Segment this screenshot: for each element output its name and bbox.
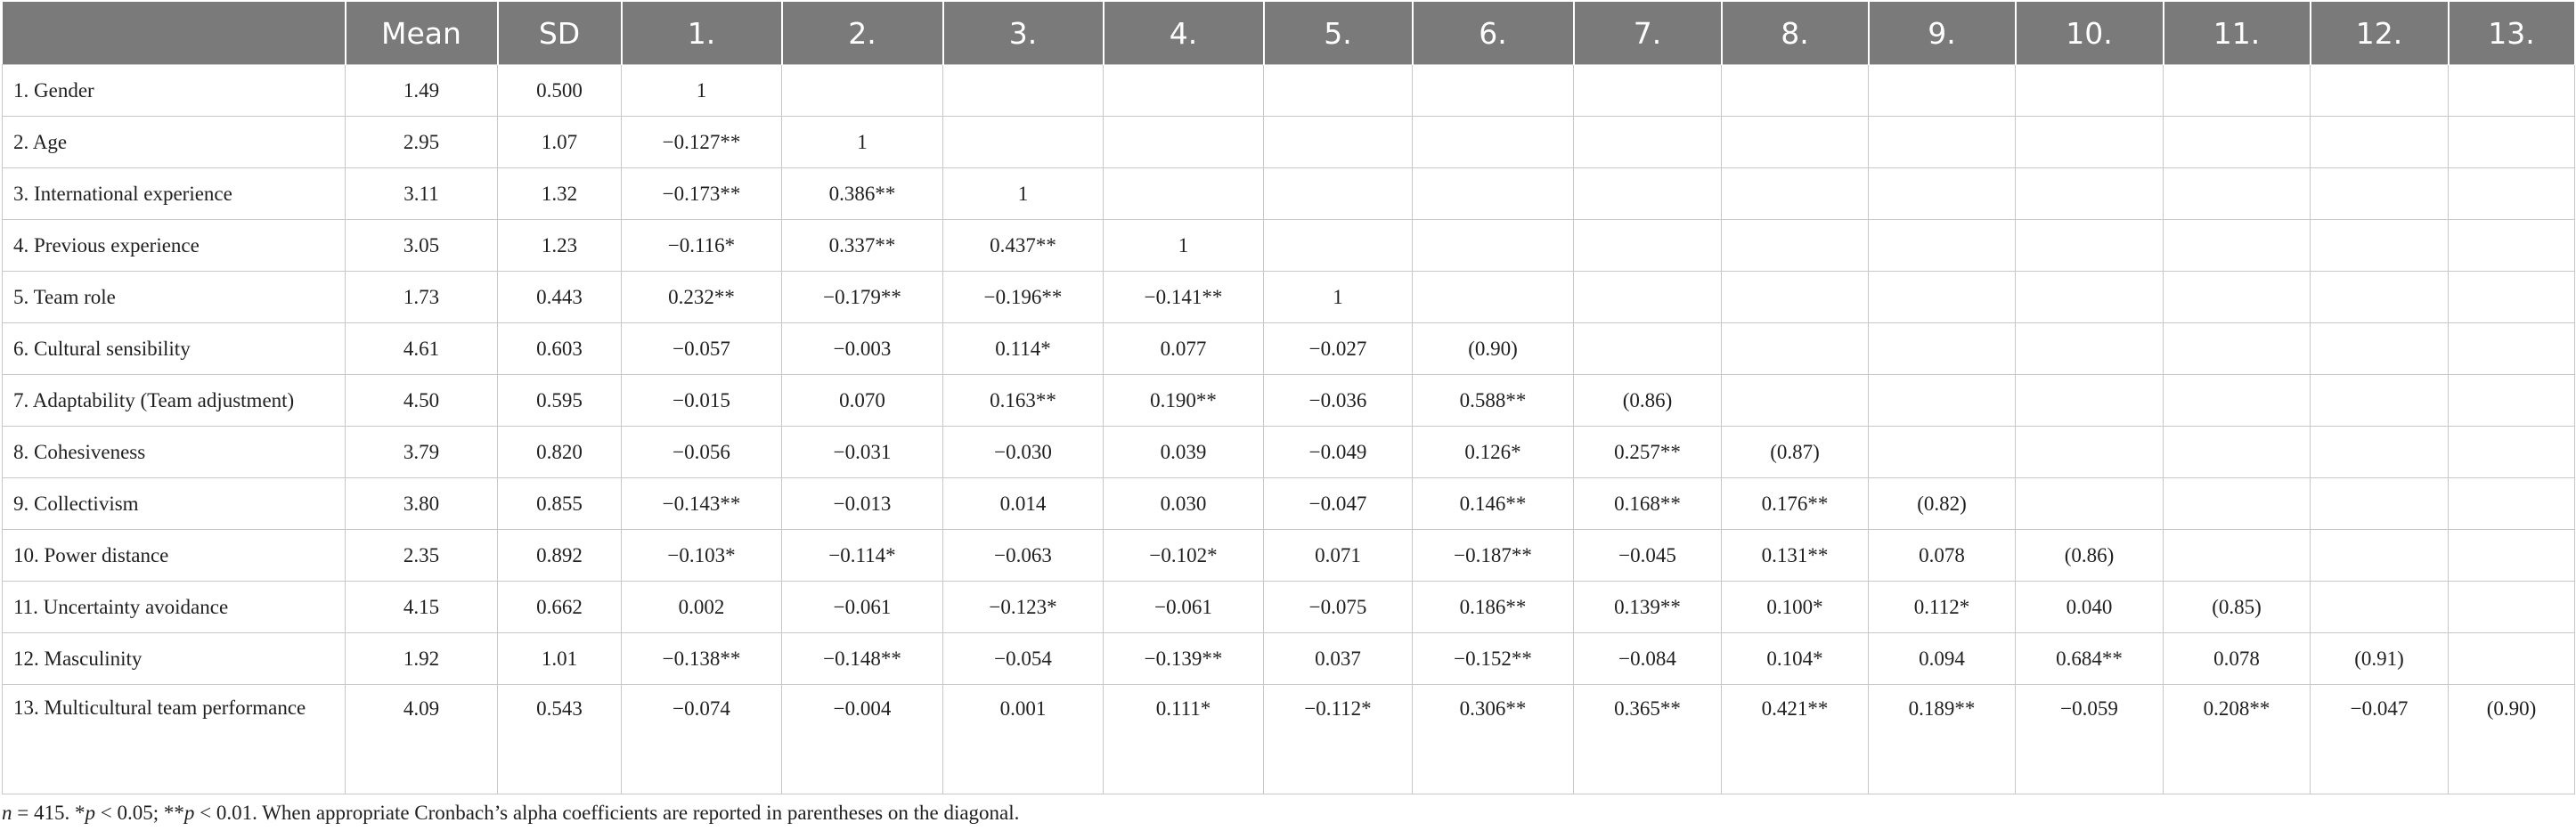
table-cell: 0.114* <box>943 323 1104 375</box>
table-cell <box>2449 633 2575 685</box>
table-cell: (0.86) <box>1574 375 1722 427</box>
table-cell <box>1722 65 1869 117</box>
table-cell: 0.039 <box>1104 427 1264 478</box>
table-row <box>3 375 2575 427</box>
table-cell <box>2311 117 2449 168</box>
table-cell: 1 <box>622 65 782 117</box>
table-cell <box>2016 427 2164 478</box>
table-cell: 2.35 <box>346 530 498 582</box>
table-cell <box>2311 272 2449 323</box>
table-cell <box>1869 65 2016 117</box>
table-cell: 0.111* <box>1104 685 1264 794</box>
table-cell: 0.588** <box>1413 375 1574 427</box>
table-cell <box>2449 168 2575 220</box>
table-cell: 3.11 <box>346 168 498 220</box>
table-cell: 1.49 <box>346 65 498 117</box>
table-cell <box>2016 478 2164 530</box>
table-cell <box>2164 272 2311 323</box>
table-cell <box>2449 530 2575 582</box>
table-cell: 0.070 <box>782 375 943 427</box>
table-cell <box>1574 323 1722 375</box>
table-row <box>3 272 2575 323</box>
table-cell <box>1722 220 1869 272</box>
table-cell <box>943 65 1104 117</box>
table-cell <box>1574 65 1722 117</box>
column-header: 10. <box>2016 2 2164 65</box>
table-cell: 0.500 <box>498 65 622 117</box>
table-cell: 0.030 <box>1104 478 1264 530</box>
table-cell: −0.127** <box>622 117 782 168</box>
row-label: 3. International experience <box>3 168 346 220</box>
table-cell: 0.168** <box>1574 478 1722 530</box>
table-cell: −0.138** <box>622 633 782 685</box>
row-label: 7. Adaptability (Team adjustment) <box>3 375 346 427</box>
table-cell: −0.075 <box>1264 582 1413 633</box>
table-cell <box>2164 375 2311 427</box>
row-label: 9. Collectivism <box>3 478 346 530</box>
table-cell: 0.126* <box>1413 427 1574 478</box>
table-cell <box>1413 168 1574 220</box>
table-cell <box>2311 375 2449 427</box>
table-cell <box>1869 375 2016 427</box>
column-header: 5. <box>1264 2 1413 65</box>
column-header: SD <box>498 2 622 65</box>
table-cell <box>2449 478 2575 530</box>
table-cell: −0.112* <box>1264 685 1413 794</box>
table-cell: −0.054 <box>943 633 1104 685</box>
row-label: 4. Previous experience <box>3 220 346 272</box>
table-cell: −0.102* <box>1104 530 1264 582</box>
table-row <box>3 530 2575 582</box>
table-cell: 0.437** <box>943 220 1104 272</box>
table-cell: −0.004 <box>782 685 943 794</box>
table-cell: −0.196** <box>943 272 1104 323</box>
table-cell: −0.139** <box>1104 633 1264 685</box>
table-cell: 0.232** <box>622 272 782 323</box>
table-cell <box>2016 375 2164 427</box>
table-cell: 4.15 <box>346 582 498 633</box>
table-cell: −0.179** <box>782 272 943 323</box>
row-label: 12. Masculinity <box>3 633 346 685</box>
table-cell: 2.95 <box>346 117 498 168</box>
table-cell: 4.09 <box>346 685 498 794</box>
table-cell <box>2449 272 2575 323</box>
table-cell: 0.077 <box>1104 323 1264 375</box>
table-cell <box>782 65 943 117</box>
footnote-p2-text: < 0.01. When appropriate Cronbach’s alpha coefficients are reported in parentheses on the diagonal. <box>194 802 1020 824</box>
table-footnote <box>2 802 1019 825</box>
header-row <box>3 2 2575 65</box>
table-cell: 3.05 <box>346 220 498 272</box>
table-cell: 0.855 <box>498 478 622 530</box>
table-cell: −0.187** <box>1413 530 1574 582</box>
table-cell <box>1869 220 2016 272</box>
table-cell: 0.139** <box>1574 582 1722 633</box>
table-cell <box>1722 375 1869 427</box>
table-cell: −0.015 <box>622 375 782 427</box>
table-cell <box>2016 323 2164 375</box>
table-cell: 0.078 <box>1869 530 2016 582</box>
table-cell <box>2311 323 2449 375</box>
table-cell: −0.056 <box>622 427 782 478</box>
table-cell <box>2311 478 2449 530</box>
table-cell: (0.91) <box>2311 633 2449 685</box>
table-cell <box>2164 168 2311 220</box>
table-cell <box>1869 427 2016 478</box>
table-cell <box>2311 65 2449 117</box>
table-cell <box>2164 65 2311 117</box>
table-cell <box>1264 168 1413 220</box>
table-body <box>3 65 2575 794</box>
table-cell <box>2016 220 2164 272</box>
table-cell: −0.031 <box>782 427 943 478</box>
table-cell: −0.061 <box>1104 582 1264 633</box>
table-cell: (0.82) <box>1869 478 2016 530</box>
table-cell: 0.186** <box>1413 582 1574 633</box>
column-header: 8. <box>1722 2 1869 65</box>
table-row <box>3 65 2575 117</box>
table-cell <box>2311 582 2449 633</box>
table-cell: 0.071 <box>1264 530 1413 582</box>
table-cell: 0.189** <box>1869 685 2016 794</box>
column-header: Mean <box>346 2 498 65</box>
row-label: 13. Multicultural team performance <box>3 685 346 794</box>
table-cell: 0.603 <box>498 323 622 375</box>
table-cell: 0.104* <box>1722 633 1869 685</box>
table-cell <box>1264 117 1413 168</box>
table-cell: −0.003 <box>782 323 943 375</box>
table-cell <box>2449 323 2575 375</box>
table-cell <box>2016 168 2164 220</box>
table-cell: −0.030 <box>943 427 1104 478</box>
table-cell: 3.80 <box>346 478 498 530</box>
table-cell: 0.100* <box>1722 582 1869 633</box>
table-cell: 0.892 <box>498 530 622 582</box>
table-cell <box>2164 530 2311 582</box>
table-cell: 1 <box>782 117 943 168</box>
table-cell: (0.90) <box>1413 323 1574 375</box>
table-cell <box>1722 272 1869 323</box>
table-cell <box>1574 168 1722 220</box>
table-cell: 0.176** <box>1722 478 1869 530</box>
table-cell: −0.103* <box>622 530 782 582</box>
table-cell <box>1413 272 1574 323</box>
table-cell: −0.143** <box>622 478 782 530</box>
table-cell <box>2311 427 2449 478</box>
table-cell <box>1722 323 1869 375</box>
table-cell: 0.014 <box>943 478 1104 530</box>
table-cell: 0.421** <box>1722 685 1869 794</box>
table-cell <box>2164 220 2311 272</box>
table-cell: 0.684** <box>2016 633 2164 685</box>
table-cell <box>1104 117 1264 168</box>
table-cell <box>2449 427 2575 478</box>
table-cell: 0.078 <box>2164 633 2311 685</box>
table-row <box>3 478 2575 530</box>
table-cell <box>1413 65 1574 117</box>
table-cell <box>2449 375 2575 427</box>
table-cell: (0.90) <box>2449 685 2575 794</box>
table-cell: 0.163** <box>943 375 1104 427</box>
table-row <box>3 168 2575 220</box>
column-header: 11. <box>2164 2 2311 65</box>
table-cell <box>1869 272 2016 323</box>
table-cell: 1.92 <box>346 633 498 685</box>
table-cell: −0.013 <box>782 478 943 530</box>
table-row <box>3 117 2575 168</box>
table-cell: 1 <box>1104 220 1264 272</box>
column-header: 13. <box>2449 2 2575 65</box>
column-header: 4. <box>1104 2 1264 65</box>
column-header: 12. <box>2311 2 2449 65</box>
table-cell <box>2164 117 2311 168</box>
table-cell: (0.85) <box>2164 582 2311 633</box>
table-cell: 3.79 <box>346 427 498 478</box>
table-cell: 0.131** <box>1722 530 1869 582</box>
table-cell: −0.049 <box>1264 427 1413 478</box>
table-cell: −0.114* <box>782 530 943 582</box>
row-label: 6. Cultural sensibility <box>3 323 346 375</box>
table-cell <box>1104 168 1264 220</box>
table-cell <box>2164 427 2311 478</box>
table-cell: 0.208** <box>2164 685 2311 794</box>
table-cell: −0.057 <box>622 323 782 375</box>
table-cell: −0.123* <box>943 582 1104 633</box>
table-cell <box>1413 117 1574 168</box>
table-cell <box>2449 117 2575 168</box>
table-cell: −0.045 <box>1574 530 1722 582</box>
table-cell <box>1722 168 1869 220</box>
table-cell: −0.027 <box>1264 323 1413 375</box>
table-cell: 1.32 <box>498 168 622 220</box>
table-cell: 0.365** <box>1574 685 1722 794</box>
row-label: 2. Age <box>3 117 346 168</box>
table-cell <box>2016 117 2164 168</box>
table-cell <box>1104 65 1264 117</box>
table-cell <box>1264 220 1413 272</box>
column-header: 3. <box>943 2 1104 65</box>
table-cell <box>2016 65 2164 117</box>
table-cell: −0.059 <box>2016 685 2164 794</box>
table-cell: 0.001 <box>943 685 1104 794</box>
table-cell: −0.074 <box>622 685 782 794</box>
footnote-p2: p <box>183 802 195 824</box>
column-header: 2. <box>782 2 943 65</box>
header-blank <box>3 2 346 65</box>
column-header: 6. <box>1413 2 1574 65</box>
table-cell <box>943 117 1104 168</box>
table-cell: 0.662 <box>498 582 622 633</box>
table-cell: 1 <box>1264 272 1413 323</box>
table-cell: 0.037 <box>1264 633 1413 685</box>
table-cell: −0.047 <box>1264 478 1413 530</box>
table-cell: 0.094 <box>1869 633 2016 685</box>
table-row <box>3 323 2575 375</box>
row-label: 1. Gender <box>3 65 346 117</box>
table-cell <box>1869 323 2016 375</box>
table-cell: −0.063 <box>943 530 1104 582</box>
table-cell <box>2311 530 2449 582</box>
table-cell: −0.152** <box>1413 633 1574 685</box>
table-row <box>3 633 2575 685</box>
row-label: 10. Power distance <box>3 530 346 582</box>
table-cell: 0.443 <box>498 272 622 323</box>
row-label: 8. Cohesiveness <box>3 427 346 478</box>
table-cell: 0.112* <box>1869 582 2016 633</box>
table-cell: 0.820 <box>498 427 622 478</box>
table-cell: −0.116* <box>622 220 782 272</box>
table-cell: −0.173** <box>622 168 782 220</box>
correlation-table <box>2 2 2576 794</box>
table-cell <box>2311 220 2449 272</box>
footnote-p1: p <box>85 802 95 824</box>
table-cell <box>1413 220 1574 272</box>
table-row <box>3 582 2575 633</box>
footnote-n-text: = 415. * <box>12 802 86 824</box>
column-header: 9. <box>1869 2 2016 65</box>
table-cell: 1.07 <box>498 117 622 168</box>
table-cell: 1 <box>943 168 1104 220</box>
table-cell <box>1264 65 1413 117</box>
table-cell <box>2449 582 2575 633</box>
footnote-p1-text: < 0.05; ** <box>94 802 184 824</box>
table-cell <box>2311 168 2449 220</box>
table-cell: 1.23 <box>498 220 622 272</box>
table-cell: 0.386** <box>782 168 943 220</box>
table-cell: −0.061 <box>782 582 943 633</box>
row-label: 5. Team role <box>3 272 346 323</box>
table-cell: −0.141** <box>1104 272 1264 323</box>
table-cell: 0.543 <box>498 685 622 794</box>
table-cell <box>2449 65 2575 117</box>
table-row <box>3 685 2575 794</box>
table-cell: 0.595 <box>498 375 622 427</box>
table-cell: 0.040 <box>2016 582 2164 633</box>
footnote-n: n <box>2 802 12 824</box>
table-cell <box>1869 117 2016 168</box>
table-cell: 0.146** <box>1413 478 1574 530</box>
column-header: 1. <box>622 2 782 65</box>
table-cell: −0.047 <box>2311 685 2449 794</box>
table-cell <box>2449 220 2575 272</box>
table-cell <box>1869 168 2016 220</box>
table-cell: 0.190** <box>1104 375 1264 427</box>
column-header: 7. <box>1574 2 1722 65</box>
table-cell: (0.86) <box>2016 530 2164 582</box>
table-cell <box>2016 272 2164 323</box>
row-label: 11. Uncertainty avoidance <box>3 582 346 633</box>
table-row <box>3 427 2575 478</box>
table-cell: 0.257** <box>1574 427 1722 478</box>
table-cell <box>1574 220 1722 272</box>
table-cell <box>1722 117 1869 168</box>
table-container <box>2 2 2574 794</box>
table-cell <box>1574 272 1722 323</box>
table-cell: −0.084 <box>1574 633 1722 685</box>
table-cell: −0.148** <box>782 633 943 685</box>
table-cell: 1.73 <box>346 272 498 323</box>
table-cell: −0.036 <box>1264 375 1413 427</box>
table-cell: (0.87) <box>1722 427 1869 478</box>
table-row <box>3 220 2575 272</box>
table-cell: 4.61 <box>346 323 498 375</box>
table-cell: 0.306** <box>1413 685 1574 794</box>
table-cell: 4.50 <box>346 375 498 427</box>
table-cell <box>1574 117 1722 168</box>
table-cell: 0.002 <box>622 582 782 633</box>
table-cell: 0.337** <box>782 220 943 272</box>
table-cell: 1.01 <box>498 633 622 685</box>
table-cell <box>2164 478 2311 530</box>
table-cell <box>2164 323 2311 375</box>
